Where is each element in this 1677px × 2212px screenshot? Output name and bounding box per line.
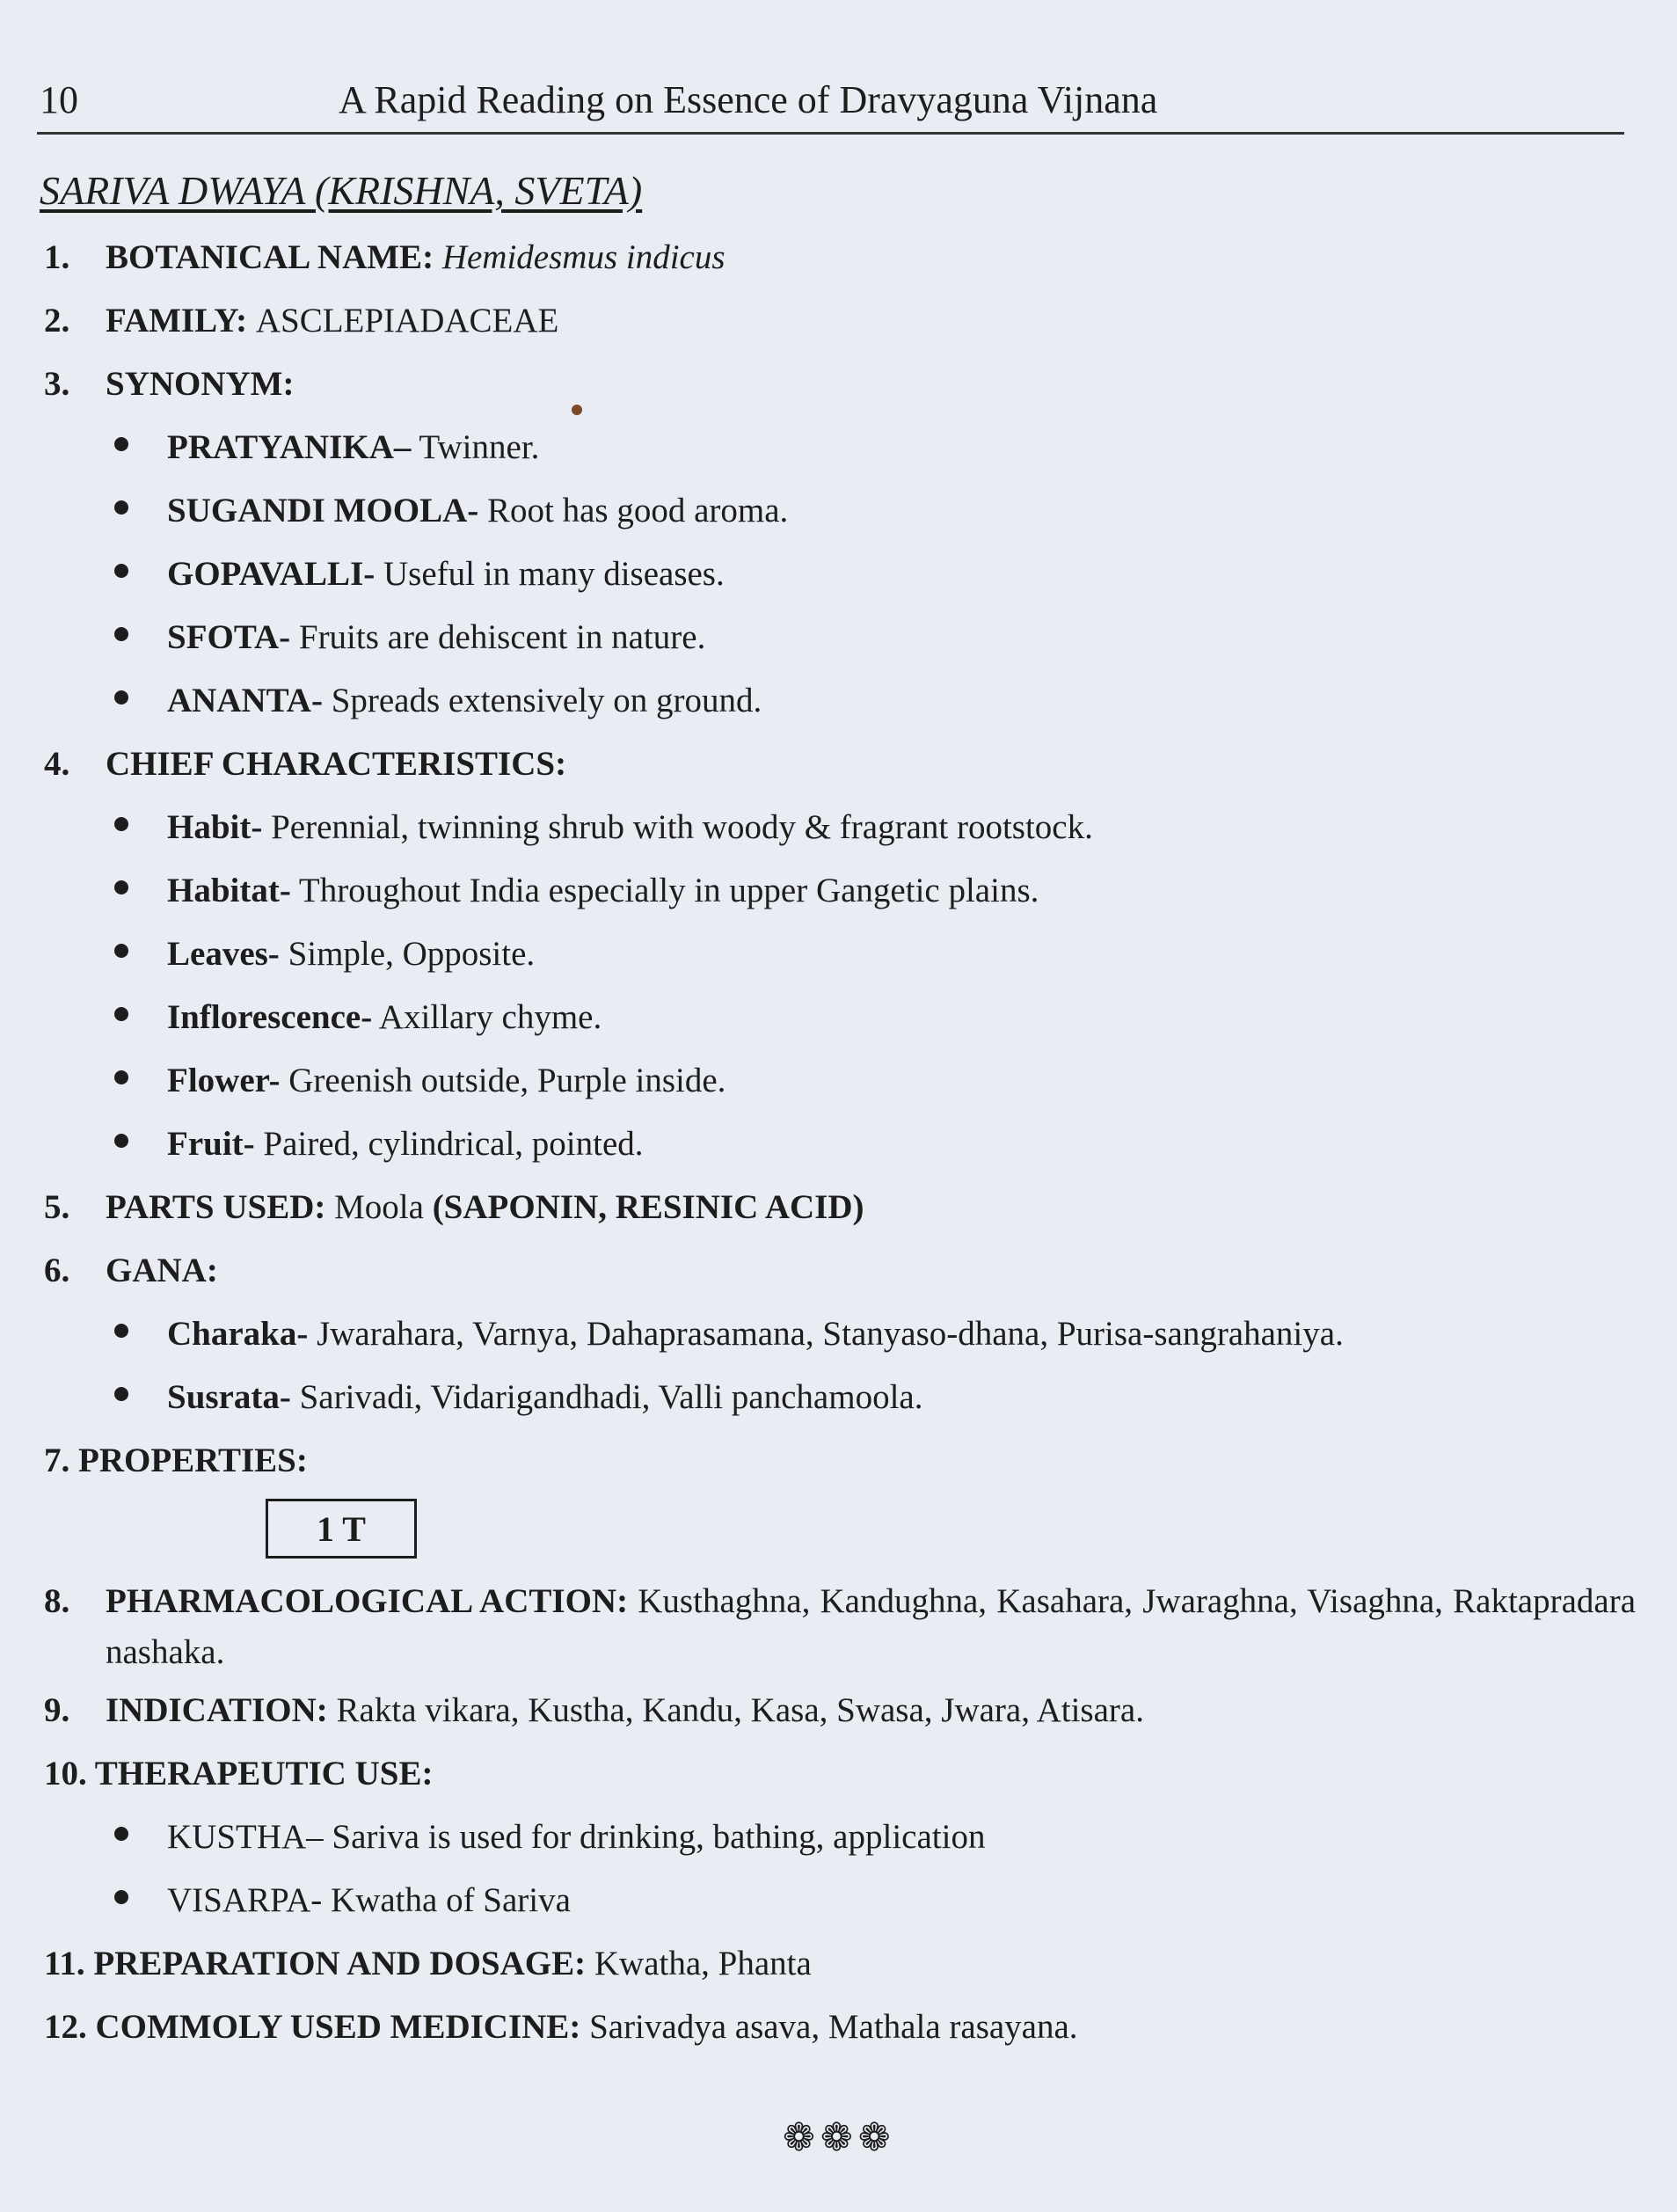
list-item: PRATYANIKA– Twinner. [44,427,1636,491]
bullet-icon [114,1134,128,1148]
bullet-icon [114,564,128,578]
item-pharmacological-action: 8. PHARMACOLOGICAL ACTION: Kusthaghna, Kandughna, Kasahara, Jwaraghna, Visaghna, Raktapradara nashaka. [44,1582,1636,1671]
list-item: SUGANDI MOOLA- Root has good aroma. [44,491,1636,554]
running-head [40,77,1622,130]
bullet-icon [114,1890,128,1904]
item-parts-used: 5. PARTS USED: Moola (SAPONIN, RESINIC ACID) [44,1188,864,1226]
properties-box: 1 T [266,1499,417,1559]
therapeutic-list [44,1817,1636,1944]
bullet-icon [114,690,128,704]
bullet-icon [114,500,128,515]
item-properties: 7. PROPERTIES: [44,1442,308,1479]
item-indication: 9. INDICATION: Rakta vikara, Kustha, Kandu, Kasa, Swasa, Jwara, Atisara. [44,1691,1144,1729]
bullet-icon [114,1070,128,1084]
list-item: ANANTA- Spreads extensively on ground. [44,681,1636,744]
synonym-list [44,427,1636,744]
bullet-icon [114,437,128,451]
item-gana: 6. GANA: [44,1252,218,1289]
list-item: Fruit- Paired, cylindrical, pointed. [44,1124,1636,1187]
page-number: 10 [40,78,78,121]
list-item: SFOTA- Fruits are dehiscent in nature. [44,617,1636,681]
item-commonly-used-medicine: 12. COMMOLY USED MEDICINE: Sarivadya asava, Mathala rasayana. [44,2008,1078,2046]
list-item: GOPAVALLI- Useful in many diseases. [44,554,1636,617]
list-item: Susrata- Sarivadi, Vidarigandhadi, Valli panchamoola. [44,1377,1636,1441]
item-chief-characteristics: 4. CHIEF CHARACTERISTICS: [44,745,567,783]
item-synonym: 3. SYNONYM: [44,365,295,403]
item-preparation-dosage: 11. PREPARATION AND DOSAGE: Kwatha, Phanta [44,1945,812,1982]
monograph-body [44,237,1636,2070]
bullet-icon [114,944,128,958]
gana-list [44,1314,1636,1441]
item-botanical-name: 1. BOTANICAL NAME: Hemidesmus indicus [44,238,725,276]
list-item: KUSTHA– Sariva is used for drinking, bathing, application [44,1817,1636,1880]
list-item: Leaves- Simple, Opposite. [44,934,1636,997]
item-therapeutic-use: 10. THERAPEUTIC USE: [44,1755,434,1792]
list-item: Charaka- Jwarahara, Varnya, Dahaprasamana, Stanyaso-dhana, Purisa-sangrahaniya. [44,1314,1636,1377]
chapter-title: SARIVA DWAYA (KRISHNA, SVETA) [40,168,643,213]
list-item: VISARPA- Kwatha of Sariva [44,1880,1636,1944]
bullet-icon [114,1387,128,1401]
list-item: Habitat- Throughout India especially in upper Gangetic plains. [44,871,1636,934]
header-rule [37,132,1624,135]
footer-ornament-icon: ❁❁❁ [783,2116,896,2159]
list-item: Habit- Perennial, twinning shrub with woody & fragrant rootstock. [44,807,1636,871]
running-title: A Rapid Reading on Essence of Dravyaguna Vijnana [339,78,1158,121]
bullet-icon [114,1324,128,1338]
characteristics-list [44,807,1636,1187]
item-family: 2. FAMILY: ASCLEPIADACEAE [44,302,559,339]
bullet-icon [114,880,128,894]
bullet-icon [114,1827,128,1841]
bullet-icon [114,817,128,831]
bullet-icon [114,627,128,641]
list-item: Inflorescence- Axillary chyme. [44,997,1636,1061]
list-item: Flower- Greenish outside, Purple inside. [44,1061,1636,1124]
bullet-icon [114,1007,128,1021]
